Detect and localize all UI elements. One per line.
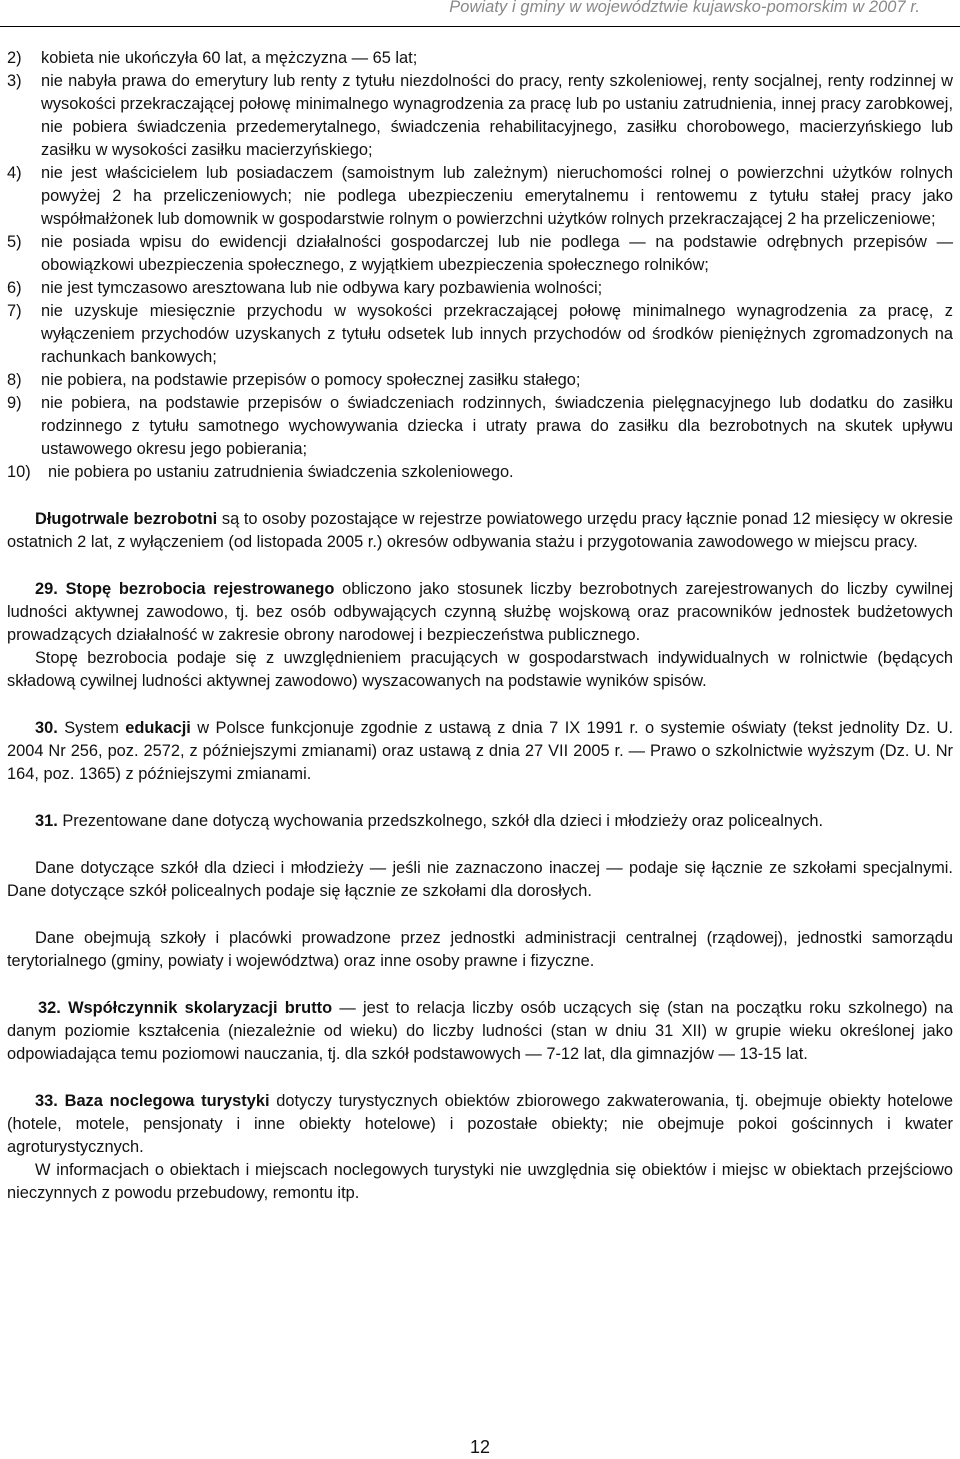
list-item-text: nie nabyła prawa do emerytury lub renty z tytułu niezdolności do pracy, renty szkoleniowej, renty socjalnej, renty rodzinnej w wysokości przekraczającej połowę minimalnego wynagrodzenia za pracę lub po ustaniu zatrudnienia, innej pracy zarobkowej, nie pobiera świadczenia przedemerytalnego, świadczenia rehabilitacyjnego, zasiłku chorobowego, macierzyńskiego lub zasiłku w wysokości zasiłku macierzyńskiego; bbox=[41, 72, 953, 159]
page-number: 12 bbox=[469, 1437, 491, 1457]
list-item-number: 5) bbox=[7, 233, 22, 251]
list-item-number: 8) bbox=[7, 371, 22, 389]
list-item-text: nie jest właścicielem lub posiadaczem (samoistnym lub zależnym) nieruchomości rolnej o powierzchni użytków rolnych powyżej 2 ha przeliczeniowych; nie podlega ubezpieczeniu emerytalnemu i rentowemu z tytułu stałej pracy jako współmałżonek lub domownik w gospodarstwie rolnym o powierzchni użytków rolnych przekraczającej 2 ha przeliczeniowe; bbox=[41, 164, 953, 228]
section-31-paragraph bbox=[7, 927, 953, 973]
section-33 bbox=[7, 1090, 953, 1159]
section-text: Stopę bezrobocia podaje się z uwzględnieniem pracujących w gospodarstwach indywidualnych w rolnictwie (będących składową cywilnej ludności aktywnej zawodowo) wyszacowanych na podstawie wyników spisów. bbox=[7, 649, 953, 690]
section-number: 30. bbox=[35, 719, 58, 737]
list-item-number: 10) bbox=[7, 463, 31, 481]
long-term-unemployed-definition bbox=[7, 508, 953, 554]
list-item-number: 4) bbox=[7, 164, 22, 182]
section-32 bbox=[7, 997, 953, 1066]
list-item-text: kobieta nie ukończyła 60 lat, a mężczyzna — 65 lat; bbox=[41, 49, 418, 67]
term-bold: Długotrwale bezrobotni bbox=[35, 510, 218, 528]
list-item-number: 2) bbox=[7, 49, 22, 67]
section-29-paragraph bbox=[7, 647, 953, 693]
list-item-text: nie pobiera, na podstawie przepisów o świadczeniach rodzinnych, świadczenia pielęgnacyjnego lub dodatku do zasiłku rodzinnego z tytułu samotnego wychowywania dziecka i utraty prawa do zasiłku dla bezrobotnych na skutek upływu ustawowego okresu jego pobierania; bbox=[41, 394, 953, 458]
list-item-number: 9) bbox=[7, 394, 22, 412]
definition-text: są to osoby pozostające w rejestrze powiatowego urzędu pracy łącznie ponad 12 miesięcy w okresie ostatnich 2 lat, z wyłączeniem (od listopada 2005 r.) okresów odbywania stażu i przygotowania zawodowego w miejscu pracy. bbox=[7, 510, 953, 551]
section-number: 32. bbox=[38, 999, 61, 1017]
list-item bbox=[7, 369, 953, 392]
running-header-title: Powiaty i gminy w województwie kujawsko-pomorskim w 2007 r. bbox=[449, 0, 920, 16]
section-text: dotyczy turystycznych obiektów zbiorowego zakwaterowania, tj. obejmuje obiekty hotelowe (hotele, motele, pensjonaty i inne obiekty hotelowe) i pozostałe obiekty; nie obejmuje pokoi gościnnych i kwater agroturystycznych. bbox=[7, 1092, 953, 1156]
list-item bbox=[7, 392, 953, 461]
section-31 bbox=[7, 810, 953, 833]
list-item bbox=[7, 277, 953, 300]
section-text: Dane dotyczące szkół dla dzieci i młodzieży — jeśli nie zaznaczono inaczej — podaje się łącznie ze szkołami specjalnymi. Dane dotyczące szkół policealnych podaje się łącznie ze szkołami dla dorosłych. bbox=[7, 859, 953, 900]
list-item-text: nie uzyskuje miesięcznie przychodu w wysokości przekraczającej połowę minimalnego wynagrodzenia za pracę, z wyłączeniem przychodów uzyskanych z tytułu odsetek lub innych przychodów od środków pieniężnych zgromadzonych na rachunkach bankowych; bbox=[41, 302, 953, 366]
section-33-paragraph bbox=[7, 1159, 953, 1205]
section-number: 29. bbox=[35, 580, 58, 598]
term-bold: edukacji bbox=[125, 719, 191, 737]
section-30 bbox=[7, 717, 953, 786]
page-header bbox=[0, 0, 960, 27]
section-31-paragraph bbox=[7, 857, 953, 903]
section-text: — jest to relacja liczby osób uczących się (stan na początku roku szkolnego) na danym poziomie kształcenia (niezależnie od wieku) do liczby ludności (stan w dniu 31 XII) w grupie wieku określonej jako odpowiadająca temu poziomowi nauczania, tj. dla szkół podstawowych — 7-12 lat, dla gimnazjów — 13-15 lat. bbox=[7, 999, 954, 1063]
list-item bbox=[7, 461, 953, 484]
list-item-text: nie pobiera, na podstawie przepisów o pomocy społecznej zasiłku stałego; bbox=[41, 371, 581, 389]
section-number: 33. bbox=[35, 1092, 58, 1110]
list-item-number: 3) bbox=[7, 72, 22, 90]
list-item-text: nie jest tymczasowo aresztowana lub nie odbywa kary pozbawienia wolności; bbox=[41, 279, 603, 297]
section-text: Prezentowane dane dotyczą wychowania przedszkolnego, szkół dla dzieci i młodzieży oraz policealnych. bbox=[57, 812, 824, 830]
list-item-number: 7) bbox=[7, 302, 22, 320]
list-item bbox=[7, 300, 953, 369]
list-item-text: nie pobiera po ustaniu zatrudnienia świadczenia szkoleniowego. bbox=[48, 463, 514, 481]
section-text: obliczono jako stosunek liczby bezrobotnych zarejestrowanych do liczby cywilnej ludności aktywnej zawodowo, tj. bez osób odbywających czynną służbę wojskową oraz pracowników jednostek budżetowych prowadzących działalność w zakresie obrony narodowej i bezpieczeństwa publicznego. bbox=[7, 580, 953, 644]
list-item-number: 6) bbox=[7, 279, 22, 297]
section-text: Dane obejmują szkoły i placówki prowadzone przez jednostki administracji centralnej (rządowej), jednostki samorządu terytorialnego (gminy, powiaty i województwa) oraz inne osoby prawne i fizyczne. bbox=[7, 929, 953, 970]
list-item bbox=[7, 70, 953, 162]
section-text: System bbox=[64, 719, 126, 737]
section-number: 31. bbox=[35, 812, 58, 830]
section-text: W informacjach o obiektach i miejscach noclegowych turystyki nie uwzględnia się obiektów i miejsc w obiektach przejściowo nieczynnych z powodu przebudowy, remontu itp. bbox=[7, 1161, 953, 1202]
term-bold: Stopę bezrobocia rejestrowanego bbox=[65, 580, 335, 598]
term-bold: Baza noclegowa turystyki bbox=[64, 1092, 270, 1110]
document-body bbox=[7, 47, 953, 1205]
list-item-text: nie posiada wpisu do ewidencji działalności gospodarczej lub nie podlega — na podstawie odrębnych przepisów — obowiązkowi ubezpieczenia społecznego, z wyjątkiem ubezpieczenia społecznego rolników; bbox=[41, 233, 953, 274]
section-29 bbox=[7, 578, 953, 647]
list-item bbox=[7, 162, 953, 231]
section-text: w Polsce funkcjonuje zgodnie z ustawą z dnia 7 IX 1991 r. o systemie oświaty (tekst jednolity Dz. U. 2004 Nr 256, poz. 2572, z późniejszymi zmianami) oraz ustawą z dnia 27 VII 2005 r. — Prawo o szkolnictwie wyższym (Dz. U. Nr 164, poz. 1365) z późniejszymi zmianami. bbox=[7, 719, 954, 783]
criteria-list bbox=[7, 47, 953, 484]
list-item bbox=[7, 231, 953, 277]
term-bold: Współczynnik skolaryzacji brutto bbox=[68, 999, 333, 1017]
list-item bbox=[7, 47, 953, 70]
